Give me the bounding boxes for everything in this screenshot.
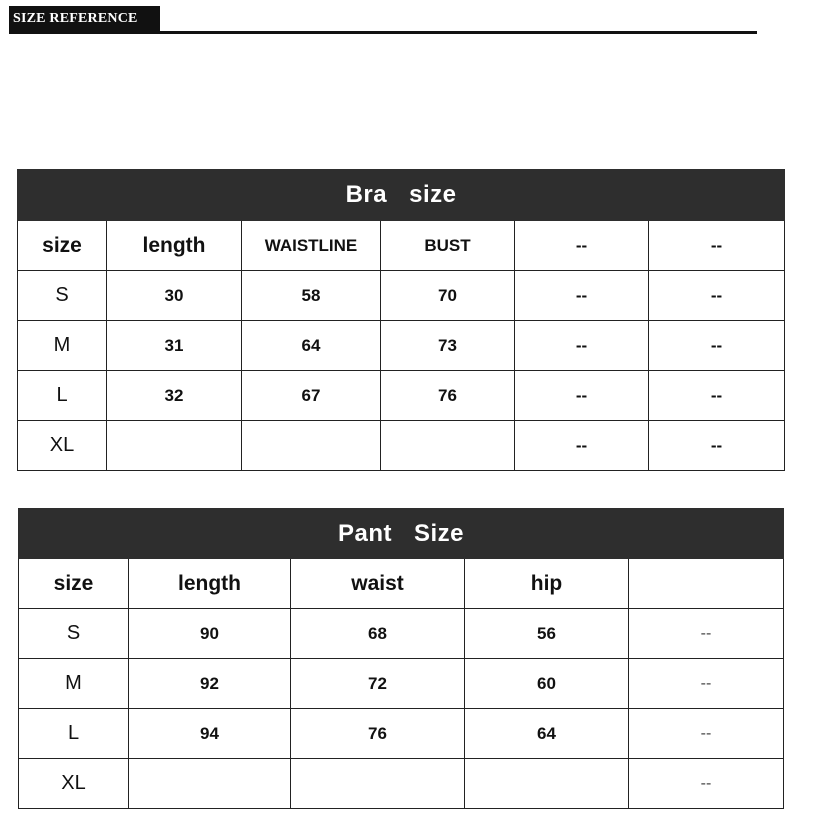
table-cell [465,759,629,809]
table-cell: 30 [107,271,242,321]
column-header: WAISTLINE [242,221,381,271]
column-header [629,559,784,609]
bra-table-title: Bra size [18,170,785,221]
size-cell: L [18,371,107,421]
table-cell [291,759,465,809]
size-cell: M [18,321,107,371]
table-cell: -- [629,609,784,659]
size-reference-label: SIZE REFERENCE [9,6,160,31]
column-header: waist [291,559,465,609]
table-row [18,321,785,371]
table-cell: 32 [107,371,242,421]
column-header: size [19,559,129,609]
table-cell: 73 [381,321,515,371]
table-row [19,609,784,659]
table-cell: -- [649,421,785,471]
header-divider [9,31,757,34]
table-cell: -- [515,321,649,371]
table-cell [381,421,515,471]
table-cell: 56 [465,609,629,659]
column-header: length [107,221,242,271]
table-cell: -- [515,421,649,471]
table-cell: 64 [465,709,629,759]
column-header: size [18,221,107,271]
table-cell: 64 [242,321,381,371]
size-cell: XL [19,759,129,809]
size-cell: XL [18,421,107,471]
pant-table-title: Pant Size [19,509,784,559]
size-cell: M [19,659,129,709]
size-cell: S [18,271,107,321]
table-row [18,421,785,471]
table-cell: 92 [129,659,291,709]
table-cell: 67 [242,371,381,421]
table-cell: 76 [381,371,515,421]
table-cell: -- [649,371,785,421]
table-cell: 68 [291,609,465,659]
table-cell: 70 [381,271,515,321]
table-cell [242,421,381,471]
table-cell: 72 [291,659,465,709]
column-header: BUST [381,221,515,271]
table-cell: 94 [129,709,291,759]
pant-size-table [18,508,784,809]
table-cell: -- [515,371,649,421]
column-header: -- [515,221,649,271]
table-cell [107,421,242,471]
table-cell: 76 [291,709,465,759]
bra-header-row [18,221,785,271]
table-cell: -- [629,709,784,759]
size-cell: L [19,709,129,759]
column-header: -- [649,221,785,271]
table-row [19,659,784,709]
table-row [19,759,784,809]
column-header: length [129,559,291,609]
table-cell: 90 [129,609,291,659]
table-cell: 60 [465,659,629,709]
table-cell: -- [629,759,784,809]
table-row [19,709,784,759]
table-cell: -- [649,321,785,371]
table-cell [129,759,291,809]
table-row [18,271,785,321]
table-cell: -- [629,659,784,709]
table-row [18,371,785,421]
column-header: hip [465,559,629,609]
table-cell: -- [515,271,649,321]
table-cell: 58 [242,271,381,321]
table-cell: -- [649,271,785,321]
table-cell: 31 [107,321,242,371]
size-cell: S [19,609,129,659]
bra-size-table [17,169,785,471]
pant-header-row [19,559,784,609]
